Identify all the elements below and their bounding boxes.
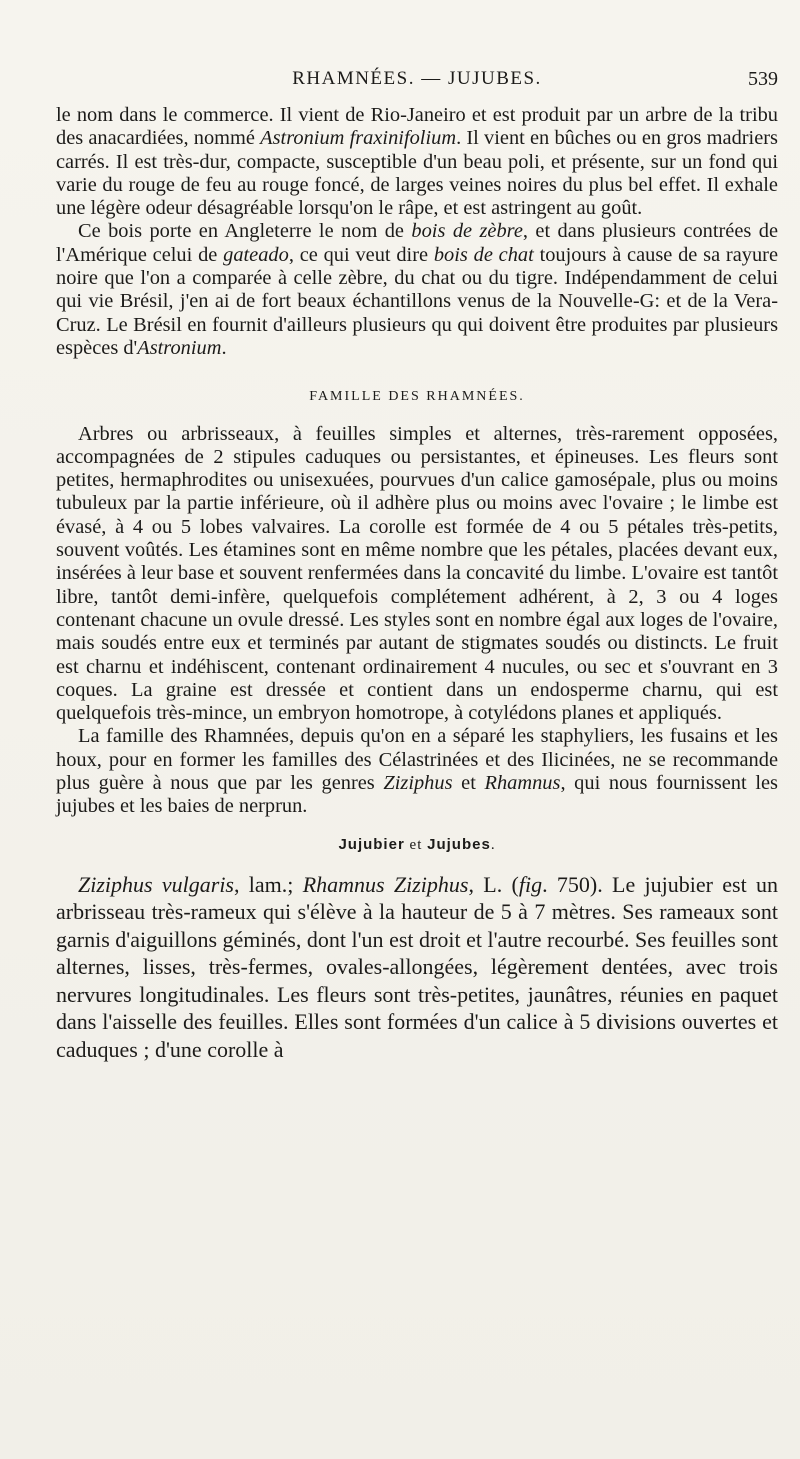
text-run: , ce qui veut dire	[288, 243, 434, 266]
italic-figure-ref: fig	[518, 871, 543, 897]
section-heading: FAMILLE DES RHAMNÉES.	[309, 389, 525, 405]
body-text	[56, 104, 778, 1063]
text-run: , L. (	[468, 871, 519, 897]
text-run: . Il vient en bûches ou en gros madriers carrés. Il est très-dur, compacte, susceptible d'un beau poli, et présente, sur un fond qui varie du rouge de feu au rouge foncé, de larges veines noires du plus bel effet. Il exhale une légère odeur désagréable lorsqu'on le râpe, et est astringent au goût.	[56, 127, 778, 220]
paragraph-family-genera	[56, 725, 778, 818]
italic-term: gateado	[223, 243, 289, 266]
italic-genus-name: Ziziphus	[383, 772, 453, 795]
text-run: La famille des Rhamnées, depuis qu'on en a séparé les staphyliers, les fusains et les houx, pour en former les familles des Célastrinées et des Ilicinées, ne se recommande plus guère à nous que par les genres	[56, 725, 778, 795]
bold-term: Jujubes	[427, 835, 491, 853]
text-run: . 750). Le jujubier est un arbrisseau très-rameux qui s'élève à la hauteur de 5 à 7 mètres. Ses rameaux sont garnis d'aiguillons géminés, dont l'un est droit et l'autre recourbé. Ses feuilles sont alternes, lisses, très-fermes, ovales-allongées, légèrement dentées, avec trois nervures longitudinales. Les fleurs sont très-petites, jaunâtres, réunies en paquet dans l'aisselle des feuilles. Elles sont formées d'un calice à 5 divisions ouvertes et caduques ; d'une corolle à	[56, 871, 778, 1062]
text-run: le nom dans le commerce. Il vient de Rio-Janeiro et est produit par un arbre de la tribu des anacardiées, nommé	[56, 104, 778, 150]
page-header	[56, 64, 778, 94]
text-run: , lam.;	[234, 871, 303, 897]
italic-term: bois de zèbre	[411, 220, 523, 243]
text-run: toujours à cause de sa rayure noire que l'on a comparée à celle zèbre, du chat ou du tigre. Indépendamment de celui qui vie Brésil, j'en ai de fort beaux échantillons venus de la Nouvelle-G: et de la Vera-Cruz. Le Brésil en fournit d'ailleurs plusieurs qu qui doivent être produites par plusieurs espèces d'	[56, 243, 778, 359]
text-run: Arbres ou arbrisseaux, à feuilles simples et alternes, très-rarement opposées, accompagnées de 2 stipules caduques ou persistantes, et épineuses. Les fleurs sont petites, hermaphrodites ou unisexuées, pourvues d'un calice gamosépale, plus ou moins tubuleux par la partie inférieure, où il adhère plus ou moins avec l'ovaire ; le limbe est évasé, à 4 ou 5 lobes valvaires. La corolle est formée de 4 ou 5 pétales très-petits, souvent voûtés. Les étamines sont en même nombre que les pétales, placées devant eux, insérées à leur base et souvent renfermées dans la concavité du limbe. L'ovaire est tantôt libre, tantôt demi-infère, quelquefois complétement adhérent, à 2, 3 ou 4 loges contenant chacune un ovule dressé. Les styles sont en nombre égal aux loges de l'ovaire, mais soudés entre eux et terminés par autant de stigmates soudés ou distincts. Le fruit est charnu et indéhiscent, contenant ordinairement 4 nucules, ou sec et s'ouvrant en 3 coques. La graine est dressée et contient dans un endosperme charnu, qui est quelquefois très-mince, un embryon homotrope, à cotylédons planes et appliqués.	[56, 422, 778, 725]
text-run: et	[452, 772, 485, 795]
italic-genus-name: Astronium	[137, 336, 222, 359]
bold-term: Jujubier	[338, 835, 405, 853]
paragraph-zebra-wood	[56, 220, 778, 360]
text-run: et	[404, 836, 428, 853]
text-run: , qui nous fournissent les jujubes et les baies de nerprun.	[56, 772, 778, 818]
paragraph-astronium-wood	[56, 104, 778, 220]
text-run: Ce bois porte en Angleterre le nom de	[78, 220, 412, 243]
text-run: .	[221, 336, 227, 359]
subheading-jujubier	[56, 833, 778, 857]
running-head: RHAMNÉES. — JUJUBES.	[292, 68, 542, 89]
paragraph-jujubier-description	[56, 871, 778, 1064]
paragraph-family-description	[56, 423, 778, 726]
italic-species-name: Astronium fraxinifolium	[260, 127, 457, 150]
italic-species-name: Rhamnus Ziziphus	[302, 871, 469, 897]
text-run: , et dans plusieurs contrées de l'Amérique celui de	[56, 220, 778, 266]
italic-term: bois de chat	[433, 243, 534, 266]
italic-species-name: Ziziphus vulgaris	[78, 871, 234, 897]
italic-genus-name: Rhamnus	[484, 772, 561, 795]
text-run: .	[490, 836, 496, 853]
page-number: 539	[748, 68, 778, 90]
